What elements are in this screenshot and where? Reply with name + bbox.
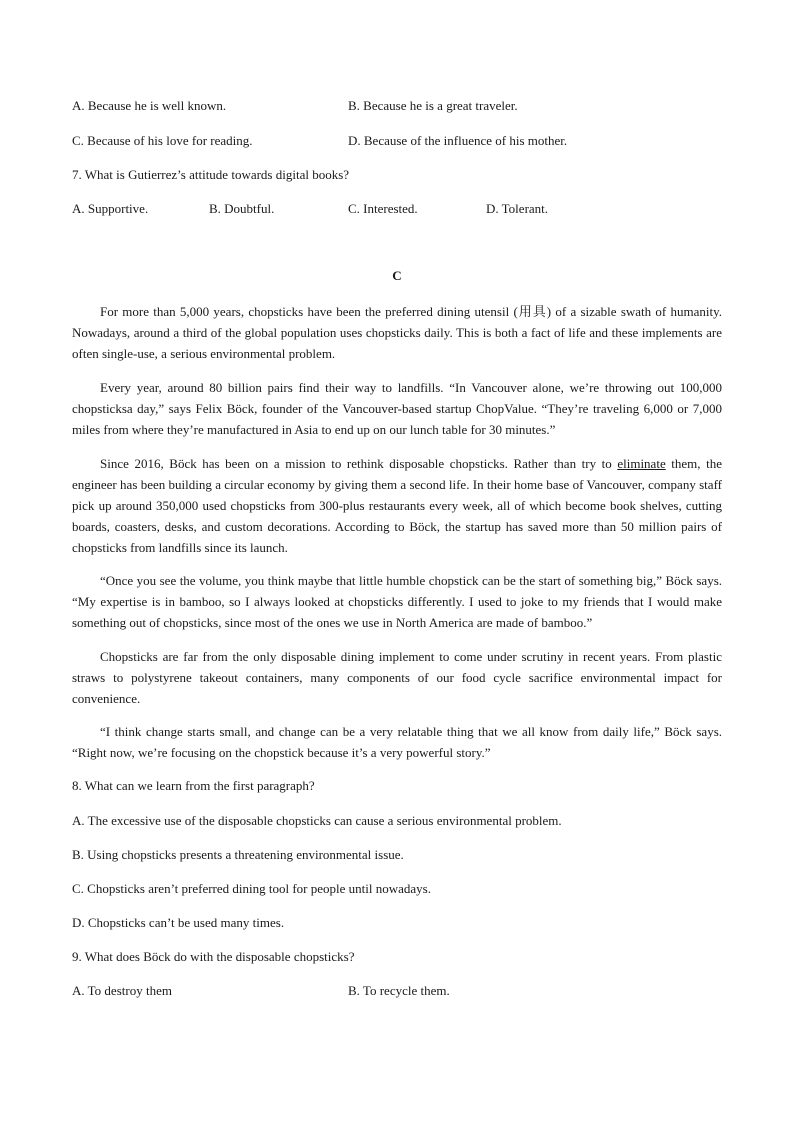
passage-paragraph-4: “Once you see the volume, you think maybe that little humble chopstick can be the start of something big,” Böck says. “My expertise is in bamboo, so I always looked at chopsticks differently. I used to joke to my friends that I would make something out of chopsticks, since most of the ones we use in North America are made of bamboo.” xyxy=(72,573,722,630)
q9-option-a: A. To destroy them xyxy=(72,983,172,998)
q9-option-b: B. To recycle them. xyxy=(348,983,450,998)
q8-option-d: D. Chopsticks can’t be used many times. xyxy=(72,915,285,930)
q7-question: 7. What is Gutierrez’s attitude towards digital books? xyxy=(72,167,350,182)
passage-paragraph-2: Every year, around 80 billion pairs find their way to landfills. “In Vancouver alone, we’re throwing out 100,000 chopsticksa day,” says Felix Böck, founder of the Vancouver-based startup ChopValue. “They’re traveling 6,000 or 7,000 miles from where they’re manufactured in Asia to end up on our lunch table for 30 minutes.” xyxy=(72,380,722,437)
q8-question: 8. What can we learn from the first paragraph? xyxy=(72,778,315,793)
underlined-word: eliminate xyxy=(617,456,666,471)
q9-question: 9. What does Böck do with the disposable chopsticks? xyxy=(72,949,355,964)
q6-option-d: D. Because of the influence of his mother. xyxy=(348,133,568,148)
q7-option-c: C. Interested. xyxy=(348,201,418,216)
q6-option-c: C. Because of his love for reading. xyxy=(72,133,253,148)
q7-option-b: B. Doubtful. xyxy=(209,201,275,216)
q6-option-b: B. Because he is a great traveler. xyxy=(348,98,518,113)
section-heading: C xyxy=(392,268,402,283)
q7-option-d: D. Tolerant. xyxy=(486,201,549,216)
q8-option-a: A. The excessive use of the disposable chopsticks can cause a serious environmental problem. xyxy=(72,813,562,828)
passage-paragraph-3 xyxy=(72,453,722,558)
passage-paragraph-1: For more than 5,000 years, chopsticks have been the preferred dining utensil (用具) of a sizable swath of humanity. Nowadays, around a third of the global population uses chopsticks daily. This is both a fact of life and these implements are often single-use, a serious environmental problem. xyxy=(72,304,722,361)
paragraph-3-text-start: Since 2016, Böck has been on a mission to rethink disposable chopsticks. Rather than try to xyxy=(100,456,618,471)
passage-paragraph-6: “I think change starts small, and change can be a very relatable thing that we all know from daily life,” Böck says. “Right now, we’re focusing on the chopstick because it’s a very powerful story.” xyxy=(72,724,722,760)
q8-option-b: B. Using chopsticks presents a threatening environmental issue. xyxy=(72,847,404,862)
paragraph-3-text-end: them, the engineer has been building a circular economy by giving them a second life. In their home base of Vancouver, company staff pick up around 350,000 used chopsticks from 300-plus restaurants every week, all of which become book shelves, cutting boards, coasters, desks, and custom decorations. According to Böck, the startup has saved more than 50 million pairs of chopsticks from landfills since its launch. xyxy=(72,456,722,555)
q6-option-a: A. Because he is well known. xyxy=(72,98,227,113)
q8-option-c: C. Chopsticks aren’t preferred dining tool for people until nowadays. xyxy=(72,881,431,896)
passage-paragraph-5: Chopsticks are far from the only disposable dining implement to come under scrutiny in recent years. From plastic straws to polystyrene takeout containers, many components of our food cycle sacrifice environmental impact for convenience. xyxy=(72,649,722,706)
q7-option-a: A. Supportive. xyxy=(72,201,149,216)
